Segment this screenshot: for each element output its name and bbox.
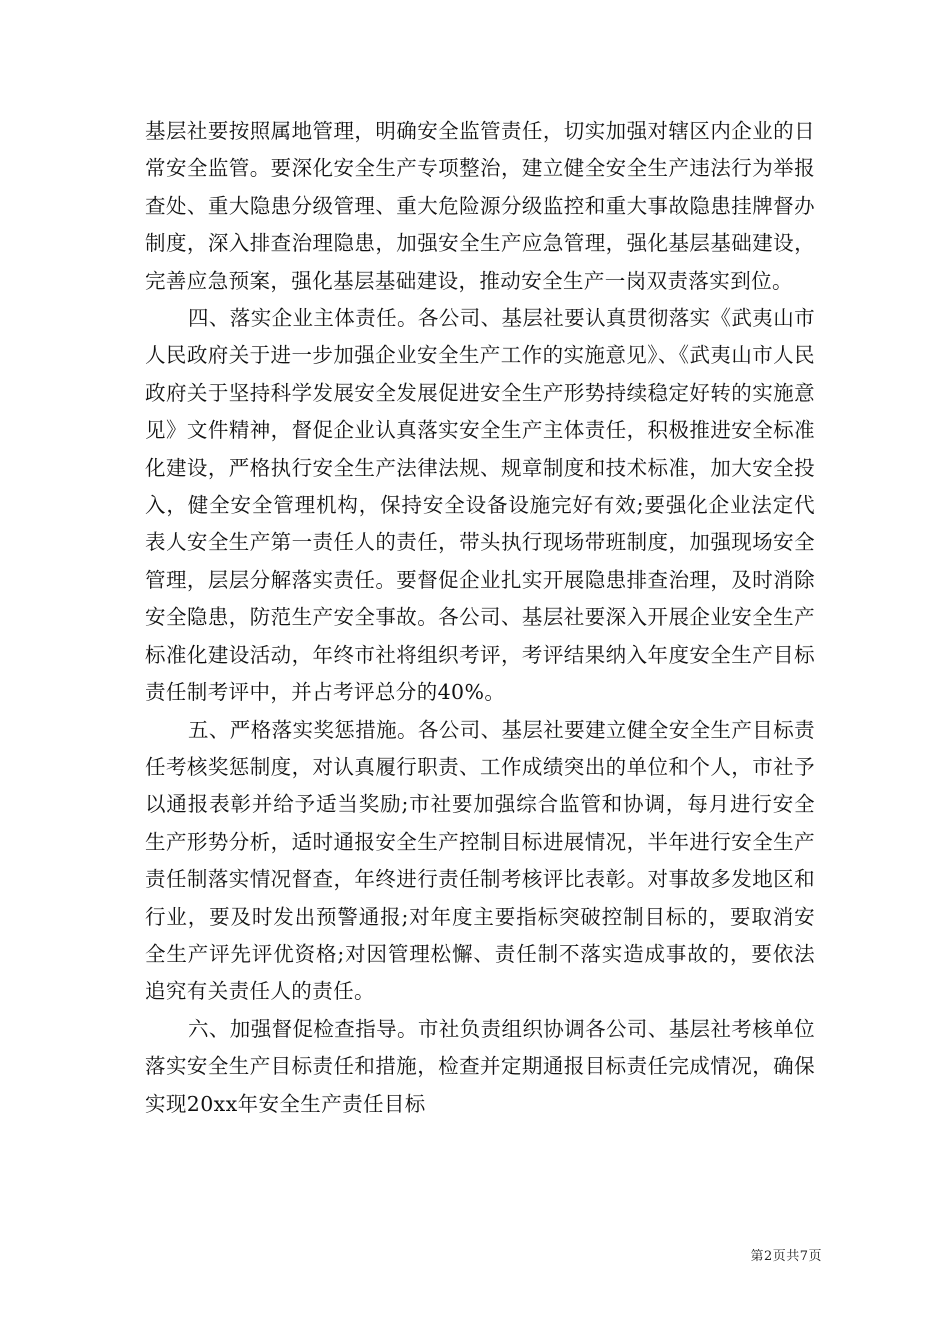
page-number-footer: 第2页共7页 bbox=[750, 1249, 822, 1264]
paragraph-continuation: 基层社要按照属地管理，明确安全监管责任，切实加强对辖区内企业的日常安全监管。要深化安全生产专项整治，建立健全安全生产违法行为举报查处、重大隐患分级管理、重大危险源分级监控和重大事故隐患挂牌督办制度，深入排查治理隐患，加强安全生产应急管理，强化基层基础建设，完善应急预案，强化基层基础建设，推动安全生产一岗双责落实到位。 bbox=[145, 119, 815, 293]
document-body bbox=[145, 113, 815, 1123]
paragraph-section-five: 五、严格落实奖惩措施。各公司、基层社要建立健全安全生产目标责任考核奖惩制度，对认真履行职责、工作成绩突出的单位和个人，市社予以通报表彰并给予适当奖励;市社要加强综合监管和协调，每月进行安全生产形势分析，适时通报安全生产控制目标进展情况，半年进行安全生产责任制落实情况督查，年终进行责任制考核评比表彰。对事故多发地区和行业，要及时发出预警通报;对年度主要指标突破控制目标的，要取消安全生产评先评优资格;对因管理松懈、责任制不落实造成事故的，要依法追究有关责任人的责任。 bbox=[145, 717, 815, 1004]
paragraph-section-four: 四、落实企业主体责任。各公司、基层社要认真贯彻落实《武夷山市人民政府关于进一步加强企业安全生产工作的实施意见》、《武夷山市人民政府关于坚持科学发展安全发展促进安全生产形势持续稳定好转的实施意见》文件精神，督促企业认真落实安全生产主体责任，积极推进安全标准化建设，严格执行安全生产法律法规、规章制度和技术标准，加大安全投入，健全安全管理机构，保持安全设备设施完好有效;要强化企业法定代表人安全生产第一责任人的责任，带头执行现场带班制度，加强现场安全管理，层层分解落实责任。要督促企业扎实开展隐患排查治理，及时消除安全隐患，防范生产安全事故。各公司、基层社要深入开展企业安全生产标准化建设活动，年终市社将组织考评，考评结果纳入年度安全生产目标责任制考评中，并占考评总分的40%。 bbox=[145, 306, 815, 705]
paragraph-section-six: 六、加强督促检查指导。市社负责组织协调各公司、基层社考核单位落实安全生产目标责任和措施，检查并定期通报目标责任完成情况，确保实现20xx年安全生产责任目标 bbox=[145, 1016, 815, 1116]
